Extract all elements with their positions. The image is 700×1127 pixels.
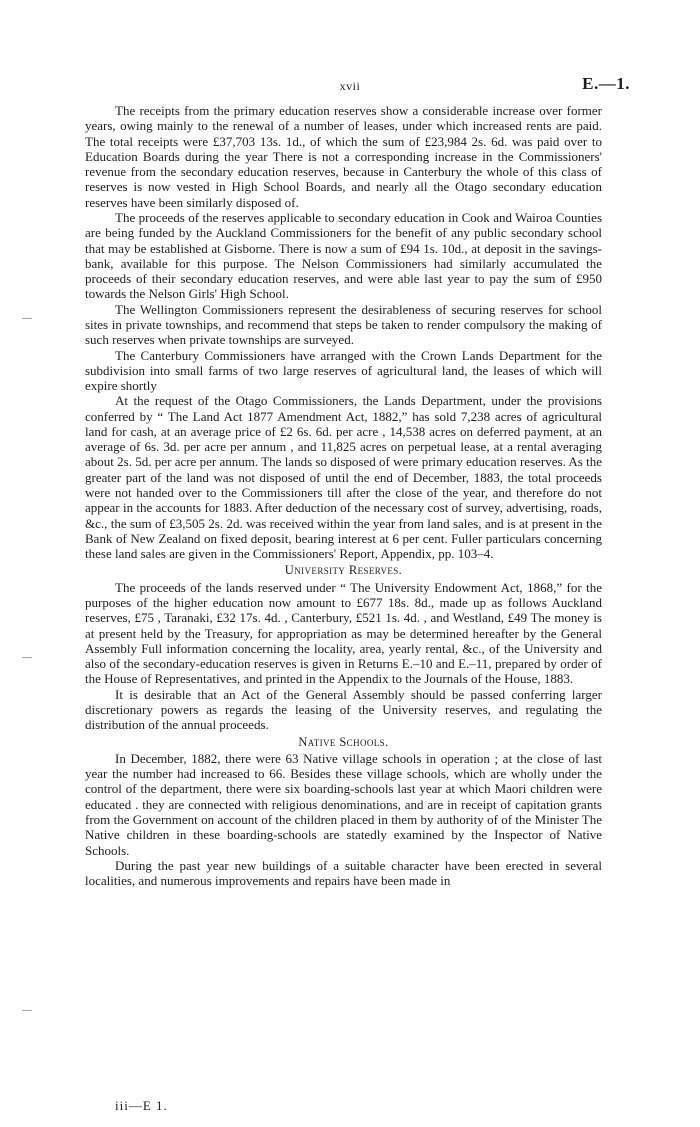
paragraph: During the past year new buildings of a suitable character have been erected in several localities, and numerous improvements and repairs have been made in <box>85 857 602 889</box>
paragraph: In December, 1882, there were 63 Native village schools in operation ; at the close of last year the number had increased to 66. Besides these village schools, which are wholly under the control of the department, there were six boarding-schools last year at which Maori children were educated . they are connected with religious denominations, and are in receipt of capitation grants from the Government on account of the children placed in them by authority of of the Minister The Native children in these boarding-schools are statedly examined by the Inspector of Native Schools. <box>85 750 602 858</box>
paragraph: The Wellington Commissioners represent the desirableness of securing reserves for school sites in private townships, and recommend that steps be taken to render compulsory the making of such reserves when private townships are surveyed. <box>85 301 602 348</box>
margin-mark <box>22 657 32 658</box>
paragraph: The Canterbury Commissioners have arranged with the Crown Lands Department for the subdivision into small farms of two large reserves of agricultural land, the leases of which will expire shortly <box>85 347 602 394</box>
paragraph: At the request of the Otago Commissioners, the Lands Department, under the provisions conferred by “ The Land Act 1877 Amendment Act, 1882,” has sold 7,238 acres of agricultural land for cash, at an average price of £2 6s. 6d. per acre , 14,538 acres on deferred payment, at an average of 6s. 3d. per acre per annum , and 11,825 acres on perpetual lease, at a rental averaging about 2s. 5d. per acre per annum. The lands so disposed of were primary education reserves. As the greater part of the land was not disposed of until the end of December, 1883, the total proceeds were not handed over to the Commissioners till after the close of the year, and therefore do not appear in the accounts for 1883. After deduction of the necessary cost of survey, advertising, roads, &c., the sum of £3,505 2s. 2d. was received within the year from land sales, and is at present in the Bank of New Zealand on fixed deposit, bearing interest at 6 per cent. Fuller particulars concerning these land sales are given in the Commissioners' Report, Appendix, pp. 103–4. <box>85 393 602 562</box>
page-number: xvii <box>339 79 361 93</box>
signature-mark: iii—E 1. <box>115 1098 168 1113</box>
margin-mark <box>22 318 32 319</box>
section-heading-native-schools: Native Schools. <box>298 734 389 749</box>
document-reference: E.—1. <box>582 74 630 93</box>
paragraph: It is desirable that an Act of the General Assembly should be passed conferring larger discretionary powers as regards the leasing of the University reserves, and regulating the distribution of the annual proceeds. <box>85 686 602 733</box>
paragraph: The proceeds of the lands reserved under “ The University Endowment Act, 1868,” for the purposes of the higher education now amount to £677 18s. 8d., made up as follows Auckland reserves, £75 , Taranaki, £32 17s. 4d. , Canterbury, £521 1s. 4d. , and Westland, £49 The money is at present held by the Treasury, for appropriation as may be determined hereafter by the General Assembly Full information concerning the locality, area, yearly rental, &c., of the University and also of the secondary-education reserves is given in Returns E.–10 and E.–11, prepared by order of the House of Representatives, and printed in the Appendix to the Journals of the House, 1883. <box>85 579 602 687</box>
document-body <box>85 103 602 888</box>
margin-mark <box>22 1010 32 1011</box>
paragraph: The proceeds of the reserves applicable to secondary education in Cook and Wairoa Counties are being funded by the Auckland Commissioners for the benefit of any public secondary school that may be established at Gisborne. There is now a sum of £94 1s. 10d., at deposit in the savings-bank, available for this purpose. The Nelson Commissioners had similarly accumulated the proceeds of their secondary education reserves, and were able last year to pay the sum of £950 towards the Nelson Girls' High School. <box>85 209 602 302</box>
section-heading-university-reserves: University Reserves. <box>284 563 403 578</box>
paragraph: The receipts from the primary education reserves show a considerable increase over former years, owing mainly to the renewal of a number of leases, under which increased rents are paid. The total receipts were £37,703 13s. 1d., of which the sum of £23,984 2s. 6d. was paid over to Education Boards during the year There is not a corresponding increase in the Commissioners' revenue from the secondary education reserves, because in Canterbury the whole of this class of reserves is now vested in High School Boards, and nearly all the Otago secondary education reserves have been similarly disposed of. <box>85 103 602 210</box>
